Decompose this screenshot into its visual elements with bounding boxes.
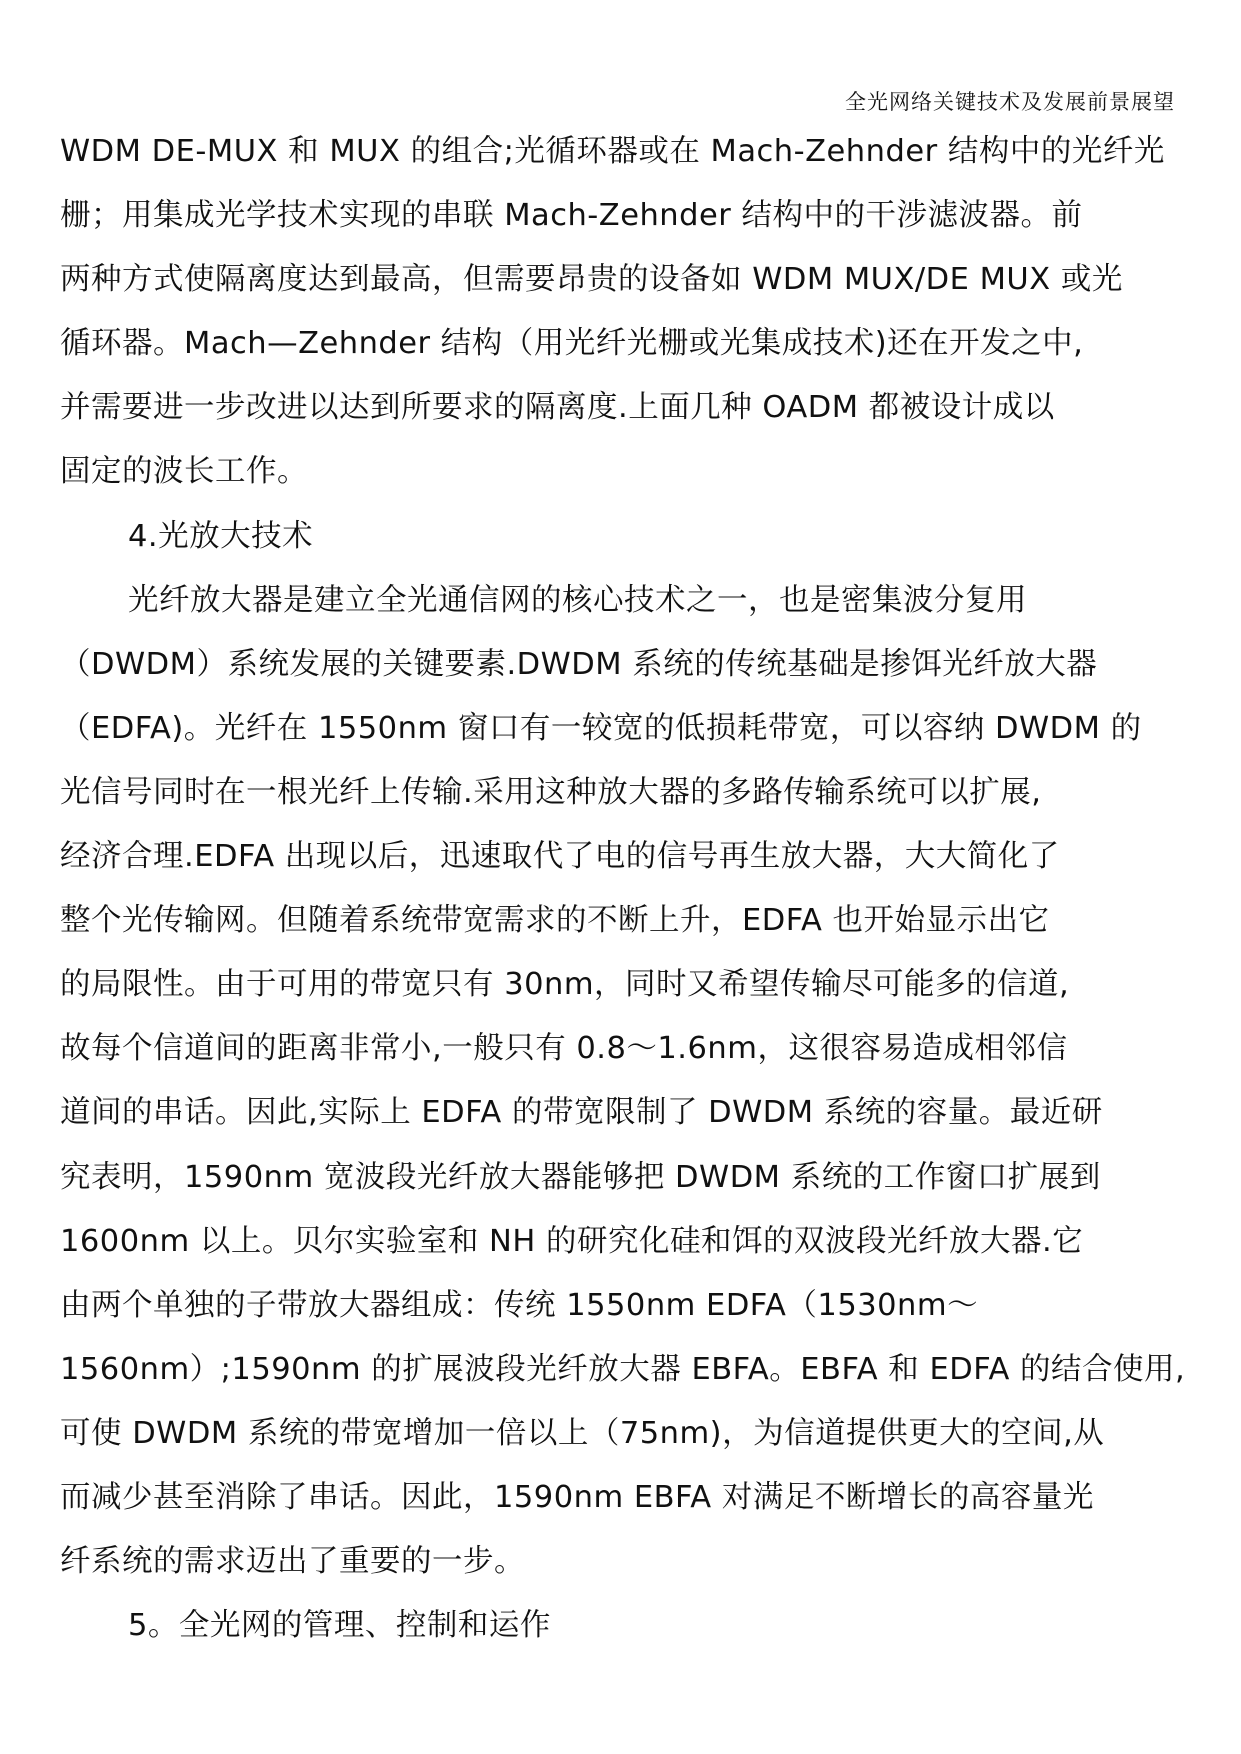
text-line: 光信号同时在一根光纤上传输.采用这种放大器的多路传输系统可以扩展, (60, 774, 1042, 810)
text-line: 两种方式使隔离度达到最高，但需要昂贵的设备如 WDM MUX/DE MUX 或光 (60, 262, 1123, 298)
text-line: 1600nm 以上。贝尔实验室和 NH 的研究化硅和饵的双波段光纤放大器.它 (60, 1223, 1084, 1259)
section-heading: 4.光放大技术 (128, 518, 314, 554)
text-line: 经济合理.EDFA 出现以后，迅速取代了电的信号再生放大器，大大简化了 (60, 839, 1060, 875)
text-line: WDM DE-MUX 和 MUX 的组合;光循环器或在 Mach-Zehnder 结构中的光纤光 (60, 134, 1165, 169)
section-heading-optical-amplification (60, 505, 1210, 569)
text-line: 由两个单独的子带放大器组成：传统 1550nm EDFA（1530nm～ (60, 1287, 979, 1323)
document-body (60, 120, 1210, 1658)
text-line: 可使 DWDM 系统的带宽增加一倍以上（75nm)，为信道提供更大的空间,从 (60, 1415, 1105, 1451)
text-line: 循环器。Mach—Zehnder 结构（用光纤光栅或光集成技术)还在开发之中, (60, 326, 1084, 362)
text-line: 并需要进一步改进以达到所要求的隔离度.上面几种 OADM 都被设计成以 (60, 390, 1055, 426)
text-line: 道间的串话。因此,实际上 EDFA 的带宽限制了 DWDM 系统的容量。最近研 (60, 1095, 1103, 1131)
running-header-title: 全光网络关键技术及发展前景展望 (845, 90, 1175, 114)
text-line: （DWDM）系统发展的关键要素.DWDM 系统的传统基础是掺饵光纤放大器 (60, 646, 1098, 682)
text-line: 故每个信道间的距离非常小,一般只有 0.8～1.6nm，这很容易造成相邻信 (60, 1031, 1068, 1067)
text-line: 而减少甚至消除了串话。因此，1590nm EBFA 对满足不断增长的高容量光 (60, 1479, 1094, 1515)
text-line: （EDFA)。光纤在 1550nm 窗口有一较宽的低损耗带宽，可以容纳 DWDM 的 (60, 710, 1142, 746)
text-line: 固定的波长工作。 (60, 454, 308, 490)
text-line: 1560nm）;1590nm 的扩展波段光纤放大器 EBFA。EBFA 和 EDFA 的结合使用, (60, 1351, 1186, 1387)
text-line: 究表明，1590nm 宽波段光纤放大器能够把 DWDM 系统的工作窗口扩展到 (60, 1159, 1101, 1195)
text-line: 光纤放大器是建立全光通信网的核心技术之一，也是密集波分复用 (128, 582, 1027, 618)
paragraph-optical-amplifier (60, 569, 1210, 1595)
text-line: 整个光传输网。但随着系统带宽需求的不断上升，EDFA 也开始显示出它 (60, 903, 1050, 939)
text-line: 纤系统的需求迈出了重要的一步。 (60, 1544, 525, 1580)
section-heading: 5。全光网的管理、控制和运作 (128, 1608, 551, 1644)
text-line: 栅；用集成光学技术实现的串联 Mach-Zehnder 结构中的干涉滤波器。前 (60, 198, 1083, 234)
text-line: 的局限性。由于可用的带宽只有 30nm，同时又希望传输尽可能多的信道, (60, 967, 1070, 1003)
paragraph-continuation (60, 120, 1210, 505)
section-heading-network-management (60, 1594, 1210, 1658)
